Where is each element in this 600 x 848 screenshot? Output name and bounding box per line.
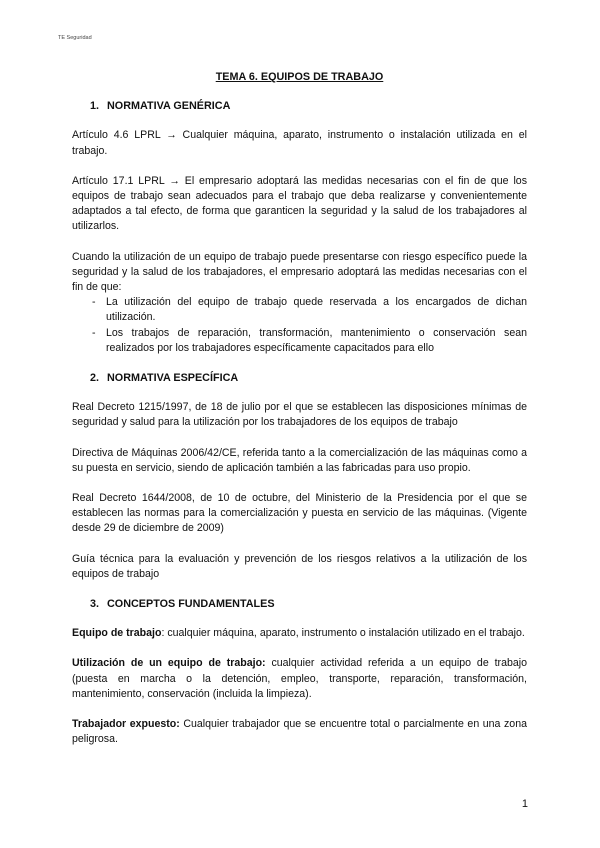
paragraph: Cuando la utilización de un equipo de trabajo puede presentarse con riesgo específico puede la seguridad y la salud de los trabajadores, el empresario adoptará las medidas necesarias con el fin de que: <box>72 250 527 294</box>
dash-bullet-icon: - <box>92 296 96 309</box>
dash-bullet-icon: - <box>92 326 96 339</box>
definition-term: Equipo de trabajo <box>72 627 162 640</box>
page-title: TEMA 6. EQUIPOS DE TRABAJO <box>215 71 384 83</box>
list-item: - Los trabajos de reparación, transformación, mantenimiento o conservación sean realizados por los trabajadores específicamente capacitados para ello <box>92 326 527 354</box>
definition <box>72 717 527 747</box>
section-title: CONCEPTOS FUNDAMENTALES <box>107 598 275 611</box>
definition-term: Trabajador expuesto: <box>72 718 180 731</box>
definition <box>72 626 527 641</box>
definition-text: : cualquier máquina, aparato, instrumento o instalación utilizado en el trabajo. <box>161 627 525 640</box>
paragraph: Real Decreto 1215/1997, de 18 de julio por el que se establecen las disposiciones mínimas de seguridad y salud para la utilización por los trabajadores de los equipos de trabajo <box>72 401 527 429</box>
definition-text: Cualquier trabajador que se encuentre total o parcialmente en una zona peligrosa. <box>72 718 527 746</box>
paragraph: Guía técnica para la evaluación y prevención de los riesgos relativos a la utilización de los equipos de trabajo <box>72 552 527 580</box>
section-number: 2. <box>90 372 100 385</box>
header-note: TE Seguridad <box>58 35 92 41</box>
list-item: - La utilización del equipo de trabajo quede reservada a los encargados de dichan utilización. <box>92 296 527 324</box>
section-title: NORMATIVA GENÉRICA <box>107 100 231 113</box>
paragraph: Artículo 17.1 LPRL → El empresario adoptará las medidas necesarias con el fin de que los equipos de trabajo sean adecuados para el trabajo que deba realizarse y convenientemente adaptados a tal efecto, de forma que garanticen la seguridad y la salud de los trabajadores al utilizarlos. <box>72 174 527 233</box>
section-heading-2 <box>90 371 527 386</box>
paragraph: Real Decreto 1644/2008, de 10 de octubre, del Ministerio de la Presidencia por el que se establecen las normas para la comercialización y puesta en servicio de las máquinas. (Vigente desde 29 de diciembre de 2009) <box>72 492 527 535</box>
section-number: 3. <box>90 598 100 611</box>
bullet-list <box>72 295 527 356</box>
paragraph: Directiva de Máquinas 2006/42/CE, referida tanto a la comercialización de las máquinas como a su puesta en servicio, siendo de aplicación también a las fabricadas para uso propio. <box>72 446 527 474</box>
page-number: 1 <box>521 798 528 810</box>
section-heading-1 <box>90 99 527 114</box>
definition-term: Utilización de un equipo de trabajo: <box>72 657 266 670</box>
section-title: NORMATIVA ESPECÍFICA <box>107 372 239 385</box>
paragraph: Artículo 4.6 LPRL → Cualquier máquina, aparato, instrumento o instalación utilizada en el trabajo. <box>72 129 527 157</box>
definition <box>72 656 527 702</box>
section-heading-3 <box>90 597 527 612</box>
definition-text: cualquier actividad referida a un equipo de trabajo (puesta en marcha o la detención, empleo, transporte, reparación, transformación, mantenimiento, conservación (incluida la limpieza). <box>72 657 527 700</box>
section-number: 1. <box>90 100 100 113</box>
document-body <box>72 70 527 763</box>
